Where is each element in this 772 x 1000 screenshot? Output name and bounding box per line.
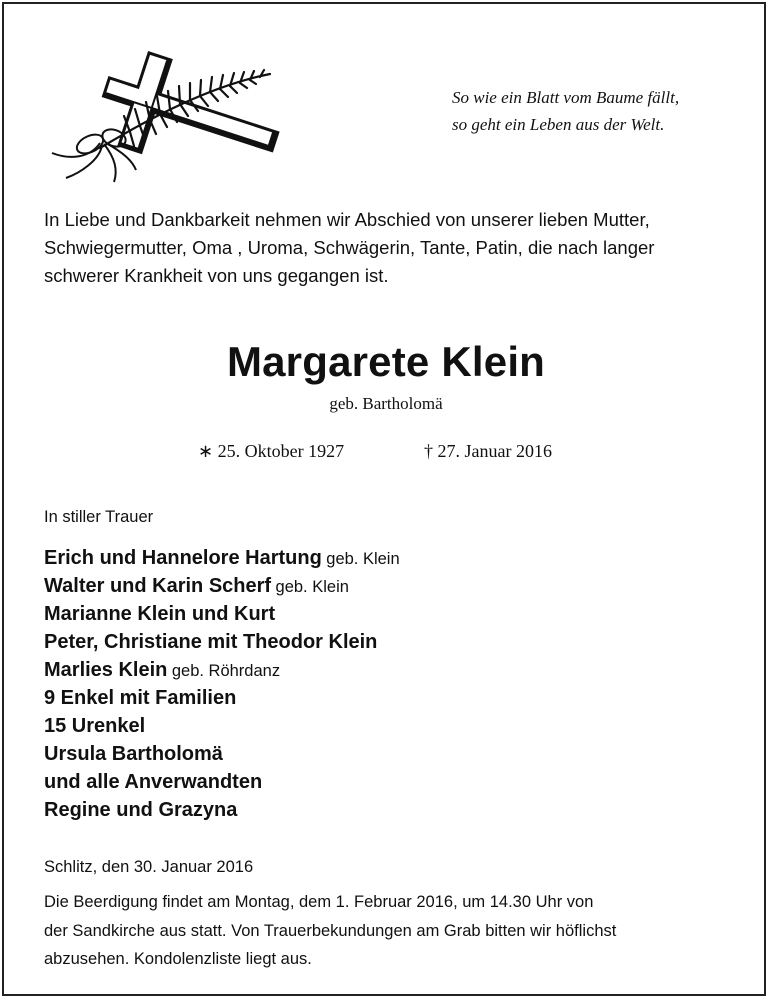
family-list bbox=[44, 544, 744, 824]
deceased-name: Margarete Klein bbox=[226, 338, 546, 385]
family-entry bbox=[44, 544, 744, 572]
family-name: Peter, Christiane mit Theodor Klein bbox=[44, 631, 378, 653]
cross-with-palm-frond-icon bbox=[40, 48, 330, 188]
family-note: geb. Röhrdanz bbox=[171, 662, 281, 680]
birth-date: ∗ 25. Oktober 1927 bbox=[198, 441, 345, 461]
family-name: Marianne Klein und Kurt bbox=[44, 603, 276, 625]
family-note: geb. Klein bbox=[326, 550, 400, 568]
family-entry bbox=[44, 768, 744, 796]
family-entry bbox=[44, 572, 744, 600]
funeral-line: der Sandkirche aus statt. Von Trauerbekundungen am Grab bitten wir höflichst bbox=[44, 921, 617, 940]
memorial-quote bbox=[452, 84, 752, 138]
family-entry bbox=[44, 656, 744, 684]
mourning-label: In stiller Trauer bbox=[44, 508, 154, 526]
family-entry bbox=[44, 740, 744, 768]
family-entry bbox=[44, 628, 744, 656]
maiden-name: geb. Bartholomä bbox=[329, 394, 443, 413]
funeral-info bbox=[44, 888, 734, 974]
intro-line: In Liebe und Dankbarkeit nehmen wir Abschied von unserer lieben Mutter, bbox=[44, 209, 650, 230]
family-entry bbox=[44, 796, 744, 824]
family-name: Erich und Hannelore Hartung bbox=[44, 547, 322, 569]
family-name: und alle Anverwandten bbox=[44, 771, 263, 793]
family-name: 15 Urenkel bbox=[44, 715, 146, 737]
family-name: Regine und Grazyna bbox=[44, 799, 238, 821]
intro-line: schwerer Krankheit von uns gegangen ist. bbox=[44, 265, 389, 286]
family-entry bbox=[44, 684, 744, 712]
quote-line: So wie ein Blatt vom Baume fällt, bbox=[452, 88, 680, 107]
death-date: † 27. Januar 2016 bbox=[424, 441, 552, 461]
intro-line: Schwiegermutter, Oma , Uroma, Schwägerin, Tante, Patin, die nach langer bbox=[44, 237, 655, 258]
family-name: Marlies Klein bbox=[44, 659, 168, 681]
funeral-line: Die Beerdigung findet am Montag, dem 1. Februar 2016, um 14.30 Uhr von bbox=[44, 893, 594, 911]
family-name: 9 Enkel mit Familien bbox=[44, 687, 237, 709]
funeral-line: abzusehen. Kondolenzliste liegt aus. bbox=[44, 950, 312, 968]
family-entry bbox=[44, 600, 744, 628]
intro-text bbox=[44, 206, 744, 290]
family-entry bbox=[44, 712, 744, 740]
family-name: Walter und Karin Scherf bbox=[44, 575, 272, 597]
family-note: geb. Klein bbox=[275, 578, 349, 596]
quote-line: so geht ein Leben aus der Welt. bbox=[452, 115, 665, 134]
family-name: Ursula Bartholomä bbox=[44, 743, 223, 765]
place-date: Schlitz, den 30. Januar 2016 bbox=[44, 858, 254, 876]
